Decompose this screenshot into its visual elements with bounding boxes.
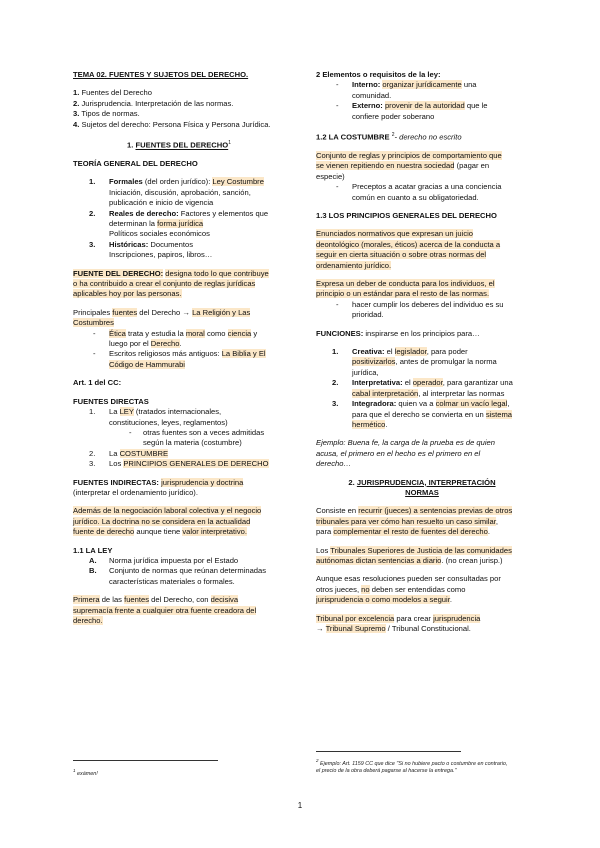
direct-sources-heading: FUENTES DIRECTAS bbox=[73, 396, 149, 406]
section-1-heading: 1. FUENTES DEL DERECHO$^1$ bbox=[127, 140, 231, 150]
toc-item: 4. Sujetos del derecho: Persona Física y Persona Jurídica. bbox=[73, 119, 271, 129]
footnote: $^1$ exámen! bbox=[73, 768, 98, 777]
first-source-paragraph: Primera de las fuentes del Derecho, con decisiva supremacía frente a cualquier otra fuente creadora del derecho. bbox=[73, 595, 257, 625]
section-2-heading: 2. JURISPRUDENCIA, INTERPRETACIÓN NORMAS bbox=[348, 477, 496, 497]
list-item: 2. Interpretativa: el operador, para garantizar una cabal interpretación, al interpretar las normas bbox=[332, 378, 513, 398]
source-definition: FUENTE DEL DERECHO: designa todo lo que contribuye o ha contribuido a crear el conjunto de reglas jurídicas aplicables hoy por las personas. bbox=[73, 268, 269, 299]
courts-paragraph: Los Tribunales Superiores de Justicia de las comunidades autónomas dictan sentencias a diario. (no crean jurisp.) bbox=[316, 545, 512, 565]
negotiation-paragraph: Además de la negociación laboral colectiva y el negocio jurídico. La doctrina no se considera en la actualidad fuente de derecho aunque tiene valor interpretativo. bbox=[73, 506, 262, 537]
functions-heading: FUNCIONES: inspirarse en los principios para… bbox=[316, 328, 480, 338]
principal-sources: Principales fuentes del Derecho → La Religión y Las Costumbres bbox=[73, 307, 251, 328]
list-item: 2. Reales de derecho: Factores y elementos que determinan la forma jurídica Políticos sociales económicos bbox=[89, 208, 269, 239]
list-item: 2. La COSTUMBRE bbox=[89, 448, 169, 458]
toc-item: 3. Tipos de normas. bbox=[73, 109, 140, 119]
list-item: - Interno: organizar jurídicamente una comunidad. bbox=[336, 80, 477, 100]
list-item: - Ética trata y estudia la moral como ciencia y luego por el Derecho. bbox=[93, 328, 258, 349]
toc-item: 2. Jurisprudencia. Interpretación de las normas. bbox=[73, 98, 234, 108]
list-item: - otras fuentes son a veces admitidas según la materia (costumbre) bbox=[129, 427, 265, 448]
list-item: 3. Los PRINCIPIOS GENERALES DE DERECHO bbox=[89, 459, 269, 469]
table-of-contents bbox=[73, 88, 285, 130]
list-item: 1. La LEY (tratados internacionales, constituciones, leyes, reglamentos) bbox=[89, 407, 228, 427]
custom-heading: 1.2 LA COSTUMBRE $^2$- derecho no escrito bbox=[316, 132, 462, 142]
consists-paragraph: Consiste en recurrir (jueces) a sentencias previas de otros tribunales para ver cómo han resuelto un caso similar, para complementar el resto de fuentes del derecho. bbox=[316, 506, 513, 537]
footnote: $^2$ Ejemplo: Art. 1159 CC que dice "Si no hubiere pacto o costumbre en contrario, el precio de la obra deberá pagarse al hacerse la entrega." bbox=[316, 758, 508, 774]
elements-heading: 2 Elementos o requisitos de la ley: bbox=[316, 70, 441, 79]
indirect-sources: FUENTES INDIRECTAS: jurisprudencia y doctrina (interpretar el ordenamiento jurídico). bbox=[73, 477, 244, 497]
list-item: 3. Integradora: quien va a colmar un vacío legal, para que el derecho se convierta en un sistema hermético. bbox=[332, 399, 512, 429]
list-item: A. Norma jurídica impuesta por el Estado bbox=[89, 555, 239, 565]
art-1-heading: Art. 1 del CC: bbox=[73, 378, 122, 388]
resolutions-paragraph: Aunque esas resoluciones pueden ser consultadas por otros jueces, no deben ser entendidas como jurisprudencia o como modelos a seguir. bbox=[316, 574, 501, 605]
list-item: - Escritos religiosos más antiguos: La Biblia y El Código de Hammurabi bbox=[93, 349, 266, 369]
toc-item: 1. Fuentes del Derecho bbox=[73, 88, 152, 98]
list-item: B. Conjunto de normas que reúnan determinadas características materiales o formales. bbox=[89, 566, 267, 586]
right-column bbox=[316, 70, 528, 634]
principles-definition: Enunciados normativos que expresan un juicio deontológico (morales, éticos) acerca de la conducta a seguir en cierta situación o sobre otras normas del ordenamiento jurídico. bbox=[316, 229, 501, 270]
list-item: 1. Creativa: el legislador, para poder positivizarlos, antes de promulgar la norma jurídica, bbox=[332, 347, 497, 377]
list-item: - hacer cumplir los deberes del individuo es su prioridad. bbox=[336, 299, 504, 320]
principles-duty: Expresa un deber de conducta para los individuos, el principio o un estándar para el resto de las normas. bbox=[316, 279, 495, 299]
law-heading: 1.1 LA LEY bbox=[73, 545, 113, 555]
list-item: - Externo: provenir de la autoridad que le confiere poder soberano bbox=[336, 101, 488, 121]
page-number: 1 bbox=[297, 801, 303, 810]
theory-heading: TEORÍA GENERAL DEL DERECHO bbox=[73, 158, 198, 168]
footnote-divider bbox=[73, 760, 218, 761]
document-title: TEMA 02. FUENTES Y SUJETOS DEL DERECHO. bbox=[73, 70, 249, 79]
custom-definition: Conjunto de reglas y principios de comportamiento que se vienen repitiendo en nuestra sociedad (pagar en especie) bbox=[316, 150, 502, 181]
example-paragraph: Ejemplo: Buena fe, la carga de la prueba es de quien acusa, el primero en el hecho es el primero en el derecho… bbox=[316, 438, 495, 469]
list-item: 1. Formales (del orden jurídico): Ley Costumbre Iniciación, discusión, aprobación, sanción, publicación e inicio de vigencia bbox=[89, 177, 264, 208]
list-item: 3. Históricas: Documentos Inscripciones, papiros, libros… bbox=[89, 239, 213, 260]
footnote-divider bbox=[316, 751, 461, 752]
left-column bbox=[73, 70, 285, 626]
list-item: - Preceptos a acatar gracias a una conciencia común en cuanto a su obligatoriedad. bbox=[336, 182, 502, 202]
tribunal-paragraph: Tribunal por excelencia para crear jurisprudencia → Tribunal Supremo / Tribunal Constitucional. bbox=[316, 613, 481, 633]
principles-heading: 1.3 LOS PRINCIPIOS GENERALES DEL DERECHO bbox=[316, 211, 497, 220]
